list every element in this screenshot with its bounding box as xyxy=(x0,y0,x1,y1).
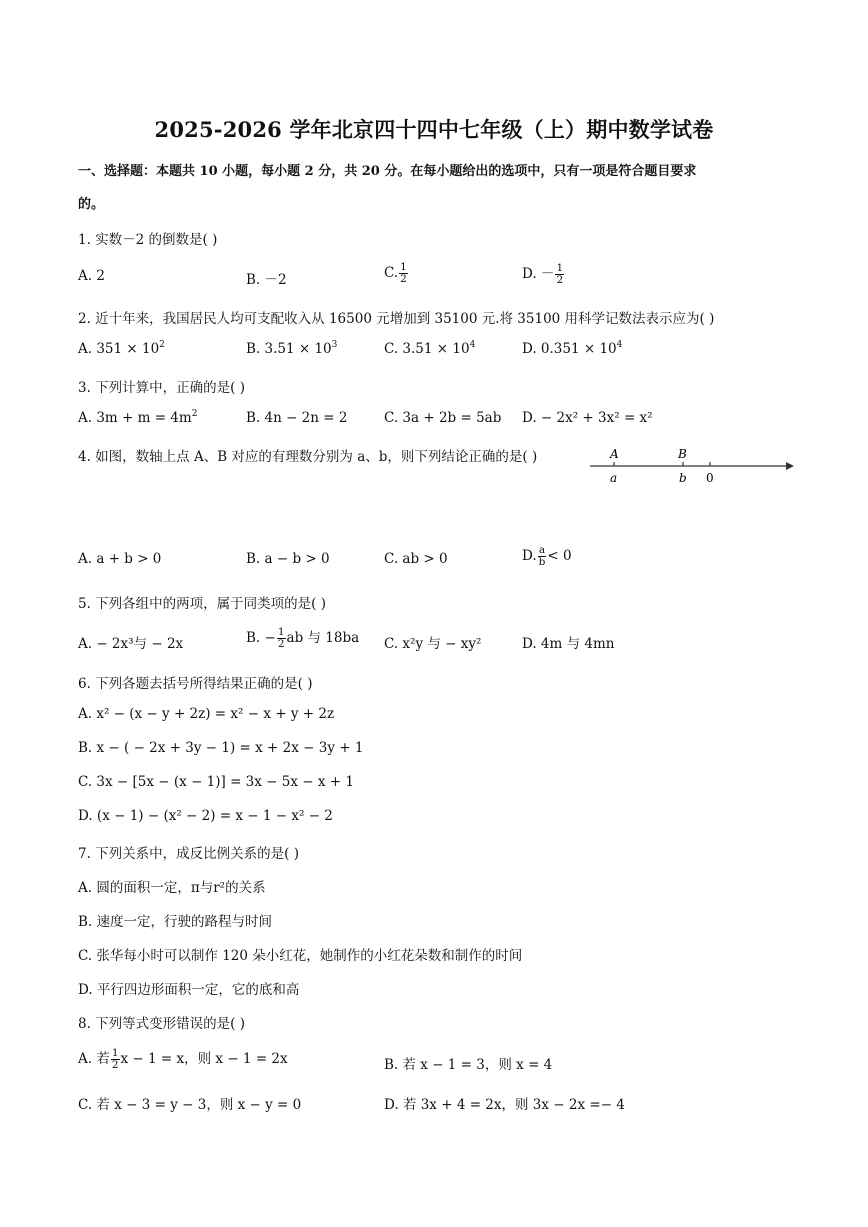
q1-d-fraction xyxy=(555,263,564,286)
q1-c-den: 2 xyxy=(400,273,407,285)
q5-option-b xyxy=(246,626,359,650)
q7-option-b: B. 速度一定，行驶的路程与时间 xyxy=(78,914,273,930)
q7-option-a: A. 圆的面积一定，π与r²的关系 xyxy=(78,880,266,896)
q4-option-a: A. a + b > 0 xyxy=(78,551,162,567)
q2-option-a xyxy=(78,341,165,357)
q6-option-a: A. x² − (x − y + 2z) = x² − x + y + 2z xyxy=(78,706,335,722)
q8-stem: 8. 下列等式变形错误的是( ) xyxy=(78,1016,245,1032)
q2-a-text: A. 351 × 10 xyxy=(78,341,160,357)
q6-option-b: B. x − ( − 2x + 3y − 1) = x + 2x − 3y + 1 xyxy=(78,740,364,756)
label-value-a: a xyxy=(610,471,618,485)
q5-b-suffix: ab 与 18ba xyxy=(286,630,360,646)
q1-d-prefix: D. － xyxy=(522,266,555,282)
q1-option-a: A. 2 xyxy=(78,268,105,284)
q6-stem: 6. 下列各题去括号所得结果正确的是( ) xyxy=(78,676,313,692)
q1-d-num: 1 xyxy=(556,262,564,274)
q5-b-fraction xyxy=(277,627,286,650)
q3-option-c: C. 3a + 2b = 5ab xyxy=(384,410,502,426)
q5-b-den: 2 xyxy=(277,638,285,650)
q8-a-suffix: x − 1 = x，则 x − 1 = 2x xyxy=(120,1051,288,1067)
q3-option-d: D. − 2x² + 3x² = x² xyxy=(522,410,653,426)
label-zero: 0 xyxy=(706,471,714,485)
q3-option-b: B. 4n − 2n = 2 xyxy=(246,410,348,426)
q5-b-prefix: B. − xyxy=(246,630,276,646)
q2-c-exp: 4 xyxy=(469,340,476,350)
number-line-arrow-icon xyxy=(786,462,794,470)
q6-option-d: D. (x − 1) − (x² − 2) = x − 1 − x² − 2 xyxy=(78,808,333,824)
number-line-figure xyxy=(586,440,796,490)
q8-a-num: 1 xyxy=(111,1047,119,1059)
q4-d-den: b xyxy=(538,556,546,568)
section-heading-line1: 一、选择题：本题共 10 小题，每小题 2 分，共 20 分。在每小题给出的选项中，只有一项是符合题目要求 xyxy=(78,164,697,179)
q8-option-b: B. 若 x − 1 = 3，则 x = 4 xyxy=(384,1057,553,1073)
q7-option-d: D. 平行四边形面积一定，它的底和高 xyxy=(78,982,300,998)
q1-d-den: 2 xyxy=(556,274,564,286)
q2-stem: 2. 近十年来，我国居民人均可支配收入从 16500 元增加到 35100 元.将 35100 用科学记数法表示应为( ) xyxy=(78,311,715,327)
q8-option-c: C. 若 x − 3 = y − 3，则 x − y = 0 xyxy=(78,1097,302,1113)
q2-option-b xyxy=(246,341,337,357)
q3-stem: 3. 下列计算中，正确的是( ) xyxy=(78,380,245,396)
q5-option-c: C. x²y 与 − xy² xyxy=(384,636,482,652)
label-value-b: b xyxy=(679,471,687,485)
q2-d-exp: 4 xyxy=(616,340,623,350)
q2-b-text: B. 3.51 × 10 xyxy=(246,341,332,357)
q4-stem: 4. 如图，数轴上点 A、B 对应的有理数分别为 a、b，则下列结论正确的是( ) xyxy=(78,449,538,465)
q1-option-d xyxy=(522,262,565,286)
q6-option-c: C. 3x − [5x − (x − 1)] = 3x − 5x − x + 1 xyxy=(78,774,354,790)
q2-c-text: C. 3.51 × 10 xyxy=(384,341,470,357)
q5-option-d: D. 4m 与 4mn xyxy=(522,636,615,652)
label-point-B: B xyxy=(678,447,687,461)
q1-c-fraction xyxy=(399,262,408,285)
q8-a-fraction xyxy=(111,1048,120,1071)
q7-stem: 7. 下列关系中，成反比例关系的是( ) xyxy=(78,846,299,862)
q8-a-den: 2 xyxy=(111,1059,119,1071)
q4-option-d xyxy=(522,545,572,568)
section-heading-line2: 的。 xyxy=(78,197,105,212)
q1-stem: 1. 实数－2 的倒数是( ) xyxy=(78,232,218,248)
q4-d-prefix: D. xyxy=(522,548,537,564)
q4-d-suffix: < 0 xyxy=(547,548,572,564)
q3-option-a xyxy=(78,410,197,426)
q2-b-exp: 3 xyxy=(331,340,338,350)
q3-a-exp: 2 xyxy=(191,409,198,419)
q1-option-c xyxy=(384,262,409,285)
q3-a-text: A. 3m + m = 4m xyxy=(78,410,192,426)
page-title: 2025-2026 学年北京四十四中七年级（上）期中数学试卷 xyxy=(154,117,714,142)
q4-d-num: a xyxy=(538,544,546,556)
q4-d-fraction xyxy=(538,545,547,568)
q2-a-exp: 2 xyxy=(159,340,165,350)
q7-option-c: C. 张华每小时可以制作 120 朵小红花，她制作的小红花朵数和制作的时间 xyxy=(78,948,523,964)
q2-option-c xyxy=(384,341,475,357)
q1-c-prefix: C. xyxy=(384,265,399,281)
q5-stem: 5. 下列各组中的两项，属于同类项的是( ) xyxy=(78,596,326,612)
q5-option-a: A. − 2x³与 − 2x xyxy=(78,636,184,652)
q4-option-c: C. ab > 0 xyxy=(384,551,448,567)
q5-b-num: 1 xyxy=(277,626,285,638)
q2-option-d xyxy=(522,341,622,357)
q4-option-b: B. a − b > 0 xyxy=(246,551,330,567)
q1-c-num: 1 xyxy=(400,261,407,273)
q2-d-text: D. 0.351 × 10 xyxy=(522,341,617,357)
q8-option-a xyxy=(78,1047,288,1071)
label-point-A: A xyxy=(610,447,619,461)
q8-a-prefix: A. 若 xyxy=(78,1051,110,1067)
q1-option-b: B. －2 xyxy=(246,272,287,288)
q8-option-d: D. 若 3x + 4 = 2x，则 3x − 2x =− 4 xyxy=(384,1097,625,1113)
